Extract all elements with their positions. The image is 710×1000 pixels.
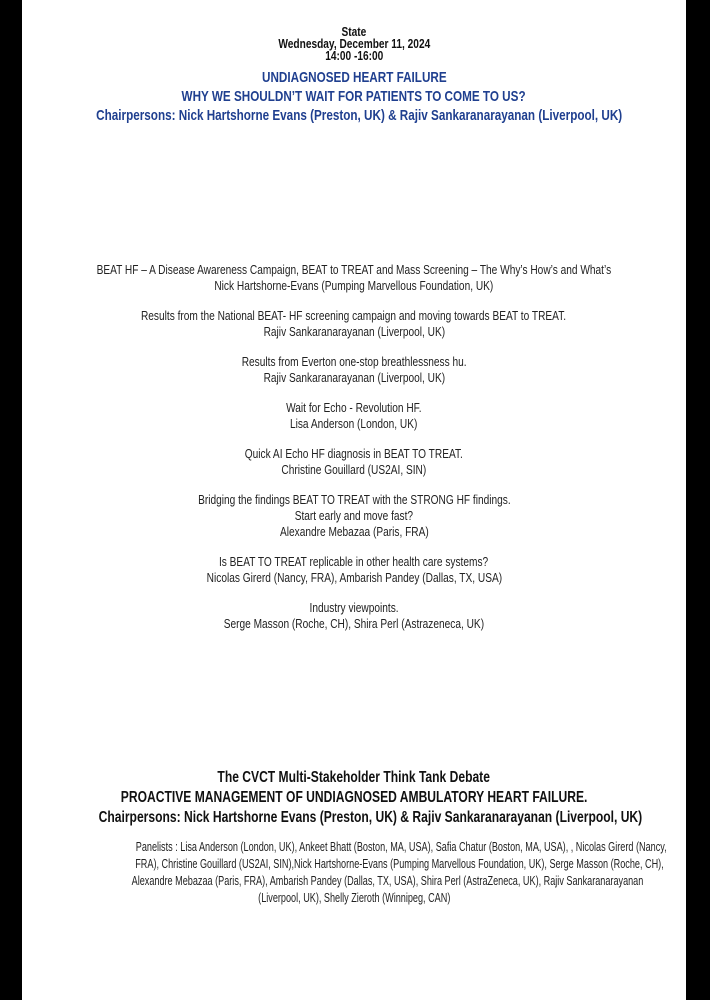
talk-item: [22, 308, 686, 340]
talk-item: [22, 554, 686, 586]
talk-speaker: Rajiv Sankaranarayanan (Liverpool, UK): [263, 324, 445, 339]
debate-subtitle: PROACTIVE MANAGEMENT OF UNDIAGNOSED AMBULATORY HEART FAILURE.: [120, 789, 588, 806]
session-title: UNDIAGNOSED HEART FAILURE: [261, 69, 447, 86]
session-state: State: [341, 24, 367, 39]
talk-item: [22, 354, 686, 386]
talk-speaker: Lisa Anderson (London, UK): [290, 416, 418, 431]
session-chairpersons: Chairpersons: Nick Hartshorne Evans (Preston, UK) & Rajiv Sankaranarayanan (Liverpool, UK): [96, 107, 623, 124]
talk-speaker: Christine Gouillard (US2AI, SIN): [281, 462, 427, 477]
talk-item: [22, 262, 686, 294]
talk-speaker: Serge Masson (Roche, CH), Shira Perl (Astrazeneca, UK): [223, 616, 485, 631]
panelists-line: Panelists : Lisa Anderson (London, UK), Ankeet Bhatt (Boston, MA, USA), Safia Chatur (Boston, MA, USA), , Nicolas Girerd (Nancy,: [135, 839, 667, 854]
session-subtitle: WHY WE SHOULDN’T WAIT FOR PATIENTS TO COME TO US?: [181, 88, 527, 105]
talk-speaker: Rajiv Sankaranarayanan (Liverpool, UK): [263, 370, 445, 385]
talk-title-cont: Start early and move fast?: [294, 508, 414, 523]
debate-chairpersons: Chairpersons: Nick Hartshorne Evans (Preston, UK) & Rajiv Sankaranarayanan (Liverpool, UK): [98, 809, 643, 826]
talk-item: [22, 492, 686, 540]
panelists-line: (Liverpool, UK), Shelly Zieroth (Winnipeg, CAN): [257, 890, 451, 905]
debate-header: [22, 768, 686, 828]
debate-title: The CVCT Multi-Stakeholder Think Tank Debate: [217, 769, 491, 786]
talk-title: BEAT HF – A Disease Awareness Campaign, BEAT to TREAT and Mass Screening – The Why’s How’s and What’s: [96, 262, 612, 277]
talk-speaker: Nick Hartshorne-Evans (Pumping Marvellous Foundation, UK): [214, 278, 494, 293]
talk-list: [22, 262, 686, 646]
panelists-line: FRA), Christine Gouillard (US2AI, SIN),Nick Hartshorne-Evans (Pumping Marvellous Foundation, UK), Serge Masson (Roche, CH),: [135, 856, 664, 871]
session-time: 14:00 -16:00: [324, 48, 384, 63]
talk-title: Industry viewpoints.: [309, 600, 399, 615]
talk-speaker: Alexandre Mebazaa (Paris, FRA): [279, 524, 429, 539]
talk-item: [22, 400, 686, 432]
panelists: [22, 838, 686, 906]
talk-item: [22, 446, 686, 478]
talk-speaker: Nicolas Girerd (Nancy, FRA), Ambarish Pandey (Dallas, TX, USA): [206, 570, 502, 585]
talk-title: Quick AI Echo HF diagnosis in BEAT TO TREAT.: [244, 446, 464, 461]
panelists-line: Alexandre Mebazaa (Paris, FRA), Ambarish Pandey (Dallas, TX, USA), Shira Perl (AstraZeneca, UK), Rajiv Sankaranarayanan: [131, 873, 644, 888]
talk-title: Results from the National BEAT- HF screening campaign and moving towards BEAT to TREAT.: [141, 308, 567, 323]
talk-title: Results from Everton one-stop breathlessness hu.: [241, 354, 467, 369]
session-date: Wednesday, December 11, 2024: [278, 36, 430, 51]
program-page: [22, 0, 686, 1000]
talk-title: Wait for Echo - Revolution HF.: [286, 400, 422, 415]
talk-item: [22, 600, 686, 632]
session-header: [22, 26, 686, 125]
talk-title: Bridging the findings BEAT TO TREAT with the STRONG HF findings.: [197, 492, 511, 507]
talk-title: Is BEAT TO TREAT replicable in other health care systems?: [219, 554, 489, 569]
